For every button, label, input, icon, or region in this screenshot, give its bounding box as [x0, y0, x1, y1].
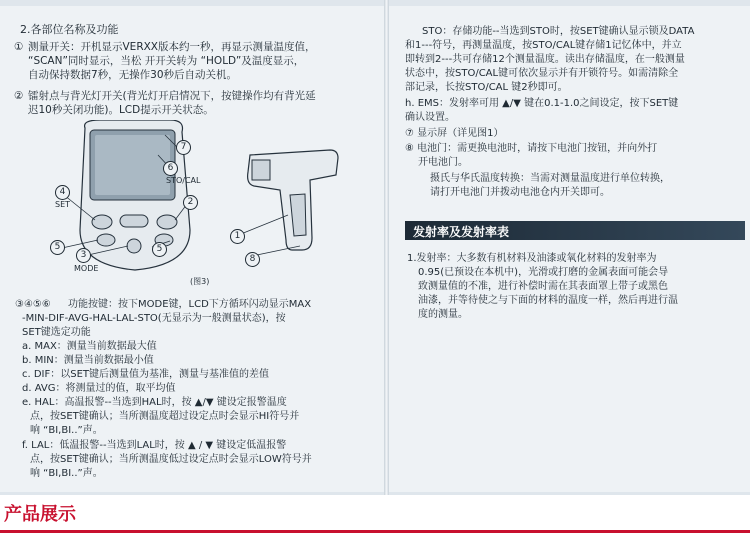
- temp-switch-line-2: 请打开电池门并拨动电池仓内开关即可。: [430, 187, 610, 198]
- item3-line-9: 点，按SET键确认；当所测温度超过设定点时会显示HI符号并: [30, 411, 300, 422]
- item1-line-1: 测量开关：开机显示VERXX版本约一秒，再显示测量温度值，: [28, 41, 316, 53]
- callout-sto-cal-label: STO/CAL: [166, 176, 201, 185]
- emissivity-line-2: 0.95(已预设在本机中)，光滑或打磨的金属表面可能会导: [418, 267, 669, 278]
- item3-line-7: d. AVG：将测量过的值，取平均值: [22, 383, 176, 394]
- device-side-drawing: [248, 150, 338, 250]
- item3-line-4: a. MAX：测量当前数据最大值: [22, 341, 157, 352]
- item3-line-3: SET键选定功能: [22, 327, 91, 338]
- item1-line-3: 自动保持数据7秒，无操作30秒后自动关机。: [28, 69, 238, 81]
- item1-number: ①: [14, 41, 24, 53]
- item3-line-11: f. LAL：低温报警--当选到LAL时，按 ▲ / ▼ 键设定低温报警: [22, 440, 287, 451]
- emissivity-section-title: 发射率及发射率表: [413, 225, 510, 239]
- product-showcase-title: 产品展示: [4, 504, 76, 525]
- emissivity-section-header: [405, 221, 745, 240]
- item3-line-2: -MIN-DIF-AVG-HAL-LAL-STO(无显示为一般测量状态)，按: [22, 313, 286, 324]
- item3-line-10: 响 “BI,BI..”声。: [30, 425, 103, 436]
- item3-line-1: 功能按键：按下MODE键，LCD下方循环闪动显示MAX: [68, 299, 312, 310]
- parts-heading: 2.各部位名称及功能: [20, 23, 119, 36]
- item3-line-12: 点，按SET键确认；当所测温度低过设定点时会显示LOW符号并: [30, 454, 312, 465]
- item2-number: ②: [14, 90, 24, 102]
- item7-line: ⑦ 显示屏（详见图1）: [405, 128, 504, 139]
- callout-1: 1: [230, 229, 245, 244]
- callout-7: 7: [176, 140, 191, 155]
- item3-number: ③④⑤⑥: [15, 299, 51, 310]
- item2-line-2: 迟10秒关闭功能)。LCD提示开关状态。: [28, 104, 214, 116]
- ems-line-2: 确认设置。: [405, 112, 455, 123]
- callout-5-right: 5: [152, 242, 167, 257]
- emissivity-line-3: 致测量值的不准，进行补偿时需在其表面罩上带子或黑色: [418, 281, 668, 292]
- item3-line-6: c. DIF：以SET键后测量值为基准，测量与基准值的差值: [22, 369, 270, 380]
- callout-6: 6: [163, 161, 178, 176]
- emissivity-line-5: 度的测量。: [418, 309, 468, 320]
- callout-3: 3: [76, 248, 91, 263]
- emissivity-line-4: 油漆，并等待使之与下面的材料的温度一样，然后再进行温: [418, 295, 678, 306]
- callout-mode-label: MODE: [74, 264, 99, 273]
- sto-line-4: 状态中，按STO/CAL键可依次显示并有开锁符号。如需清除全: [405, 68, 679, 79]
- figure-caption: (图3): [190, 277, 210, 286]
- temp-switch-line-1: 摄氏与华氏温度转换：当需对测量温度进行单位转换，: [430, 173, 670, 184]
- item2-line-1: 镭射点与背光灯开关(背光灯开启情况下，按键操作均有背光延: [28, 90, 316, 102]
- item3-line-5: b. MIN：测量当前数据最小值: [22, 355, 154, 366]
- emissivity-line-1: 1.发射率：大多数有机材料及油漆或氧化材料的发射率为: [407, 253, 657, 264]
- product-showcase-divider: [0, 530, 750, 533]
- item1-line-2: “SCAN”同时显示，当松 开开关转为 “HOLD”及温度显示，: [28, 55, 305, 67]
- callout-4: 4: [55, 185, 70, 200]
- page-gutter: [384, 0, 389, 495]
- device-front-drawing: [80, 120, 190, 270]
- sto-line-1: STO：存储功能--当选到STO时，按SET键确认显示锁及DATA: [422, 26, 695, 37]
- item3-line-8: e. HAL：高温报警--当选到HAL时，按 ▲/▼ 键设定报警温度: [22, 397, 287, 408]
- item8-line-2: 开电池门。: [418, 157, 468, 168]
- callout-8: 8: [245, 252, 260, 267]
- ems-line-1: h. EMS：发射率可用 ▲/▼ 键在0.1-1.0之间设定，按下SET键: [405, 98, 679, 109]
- callout-5-left: 5: [50, 240, 65, 255]
- sto-line-2: 和1---符号，再测量温度，按STO/CAL键存储1记忆体中，并立: [405, 40, 682, 51]
- sto-line-5: 部记录，长按STO/CAL 键2秒即可。: [405, 82, 568, 93]
- item3-line-13: 响 “BI,BI..”声。: [30, 468, 103, 479]
- callout-2: 2: [183, 195, 198, 210]
- callout-set-label: SET: [55, 200, 71, 209]
- item8-line-1: ⑧ 电池门：需更换电池时，请按下电池门按钮，并向外打: [405, 143, 658, 154]
- sto-line-3: 即转到2---共可存储12个测量温度。读出存储温度，在一般测量: [405, 54, 685, 65]
